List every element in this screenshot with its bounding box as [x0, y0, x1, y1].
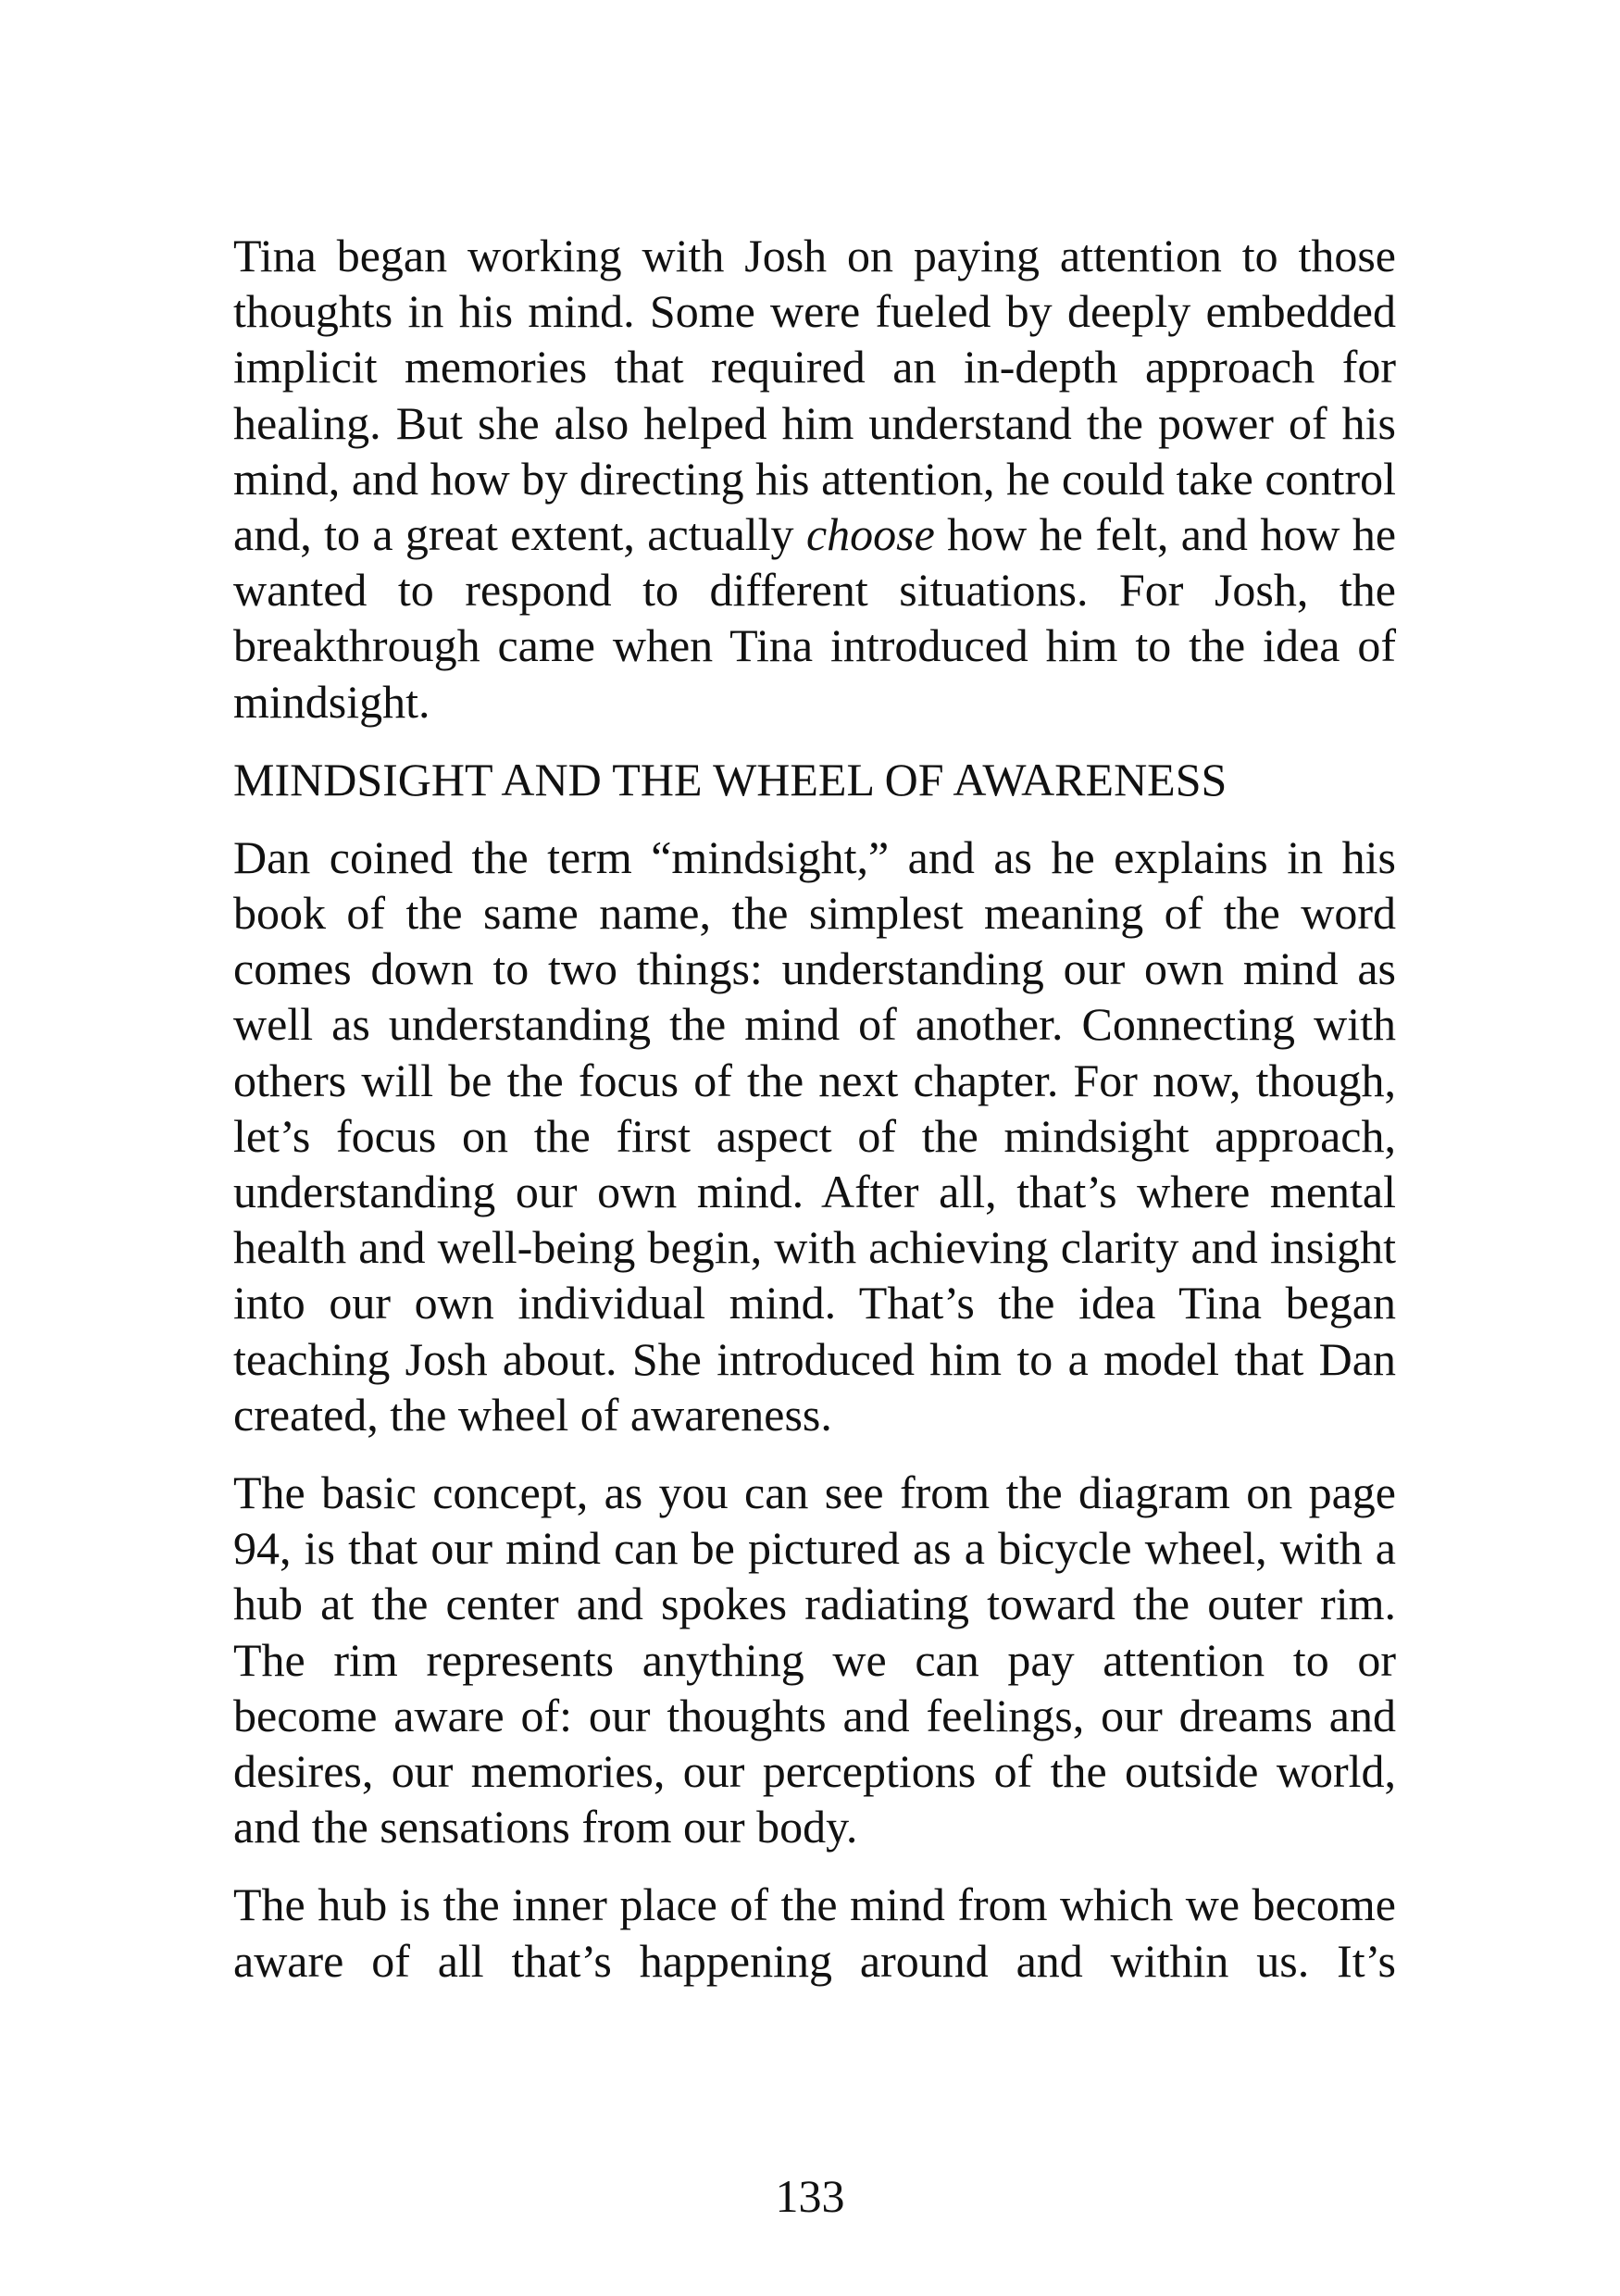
page-number: 133: [775, 2170, 845, 2222]
emphasized-word: choose: [805, 508, 935, 561]
body-text: [233, 228, 1396, 2011]
paragraph-1-text-start: Tina began working with Josh on paying attention to those thoughts in his mind. Some were fueled by deeply embedded implicit memories that required an in-depth approach for healing. But she also helped him understand the power of his mind, and how by directing his attention, he could take control and, to a great extent, actually: [233, 230, 1396, 561]
paragraph-1-text-end: how he felt, and how he wanted to respond to different situations. For Josh, the breakthrough came when Tina introduced him to the idea of mindsight.: [233, 508, 1397, 728]
paragraph-2: Dan coined the term “mindsight,” and as he explains in his book of the same name, the simplest meaning of the word comes down to two things: understanding our own mind as well as understanding the mind of another. Connecting with others will be the focus of the next chapter. For now, though, let’s focus on the first aspect of the mindsight approach, understanding our own mind. After all, that’s where mental health and well-being begin, with achieving clarity and insight into our own individual mind. That’s the idea Tina began teaching Josh about. She introduced him to a model that Dan created, the wheel of awareness.: [233, 830, 1396, 1441]
paragraph-4: The hub is the inner place of the mind from which we become aware of all that’s happening around and within us. It’s: [233, 1878, 1396, 1987]
section-heading: MINDSIGHT AND THE WHEEL OF AWARENESS: [233, 753, 1227, 805]
paragraph-1: [233, 228, 1396, 730]
paragraph-3: The basic concept, as you can see from the diagram on page 94, is that our mind can be pictured as a bicycle wheel, with a hub at the center and spokes radiating toward the outer rim. The rim represents anything we can pay attention to or become aware of: our thoughts and feelings, our dreams and desires, our memories, our perceptions of the outside world, and the sensations from our body.: [233, 1466, 1396, 1853]
